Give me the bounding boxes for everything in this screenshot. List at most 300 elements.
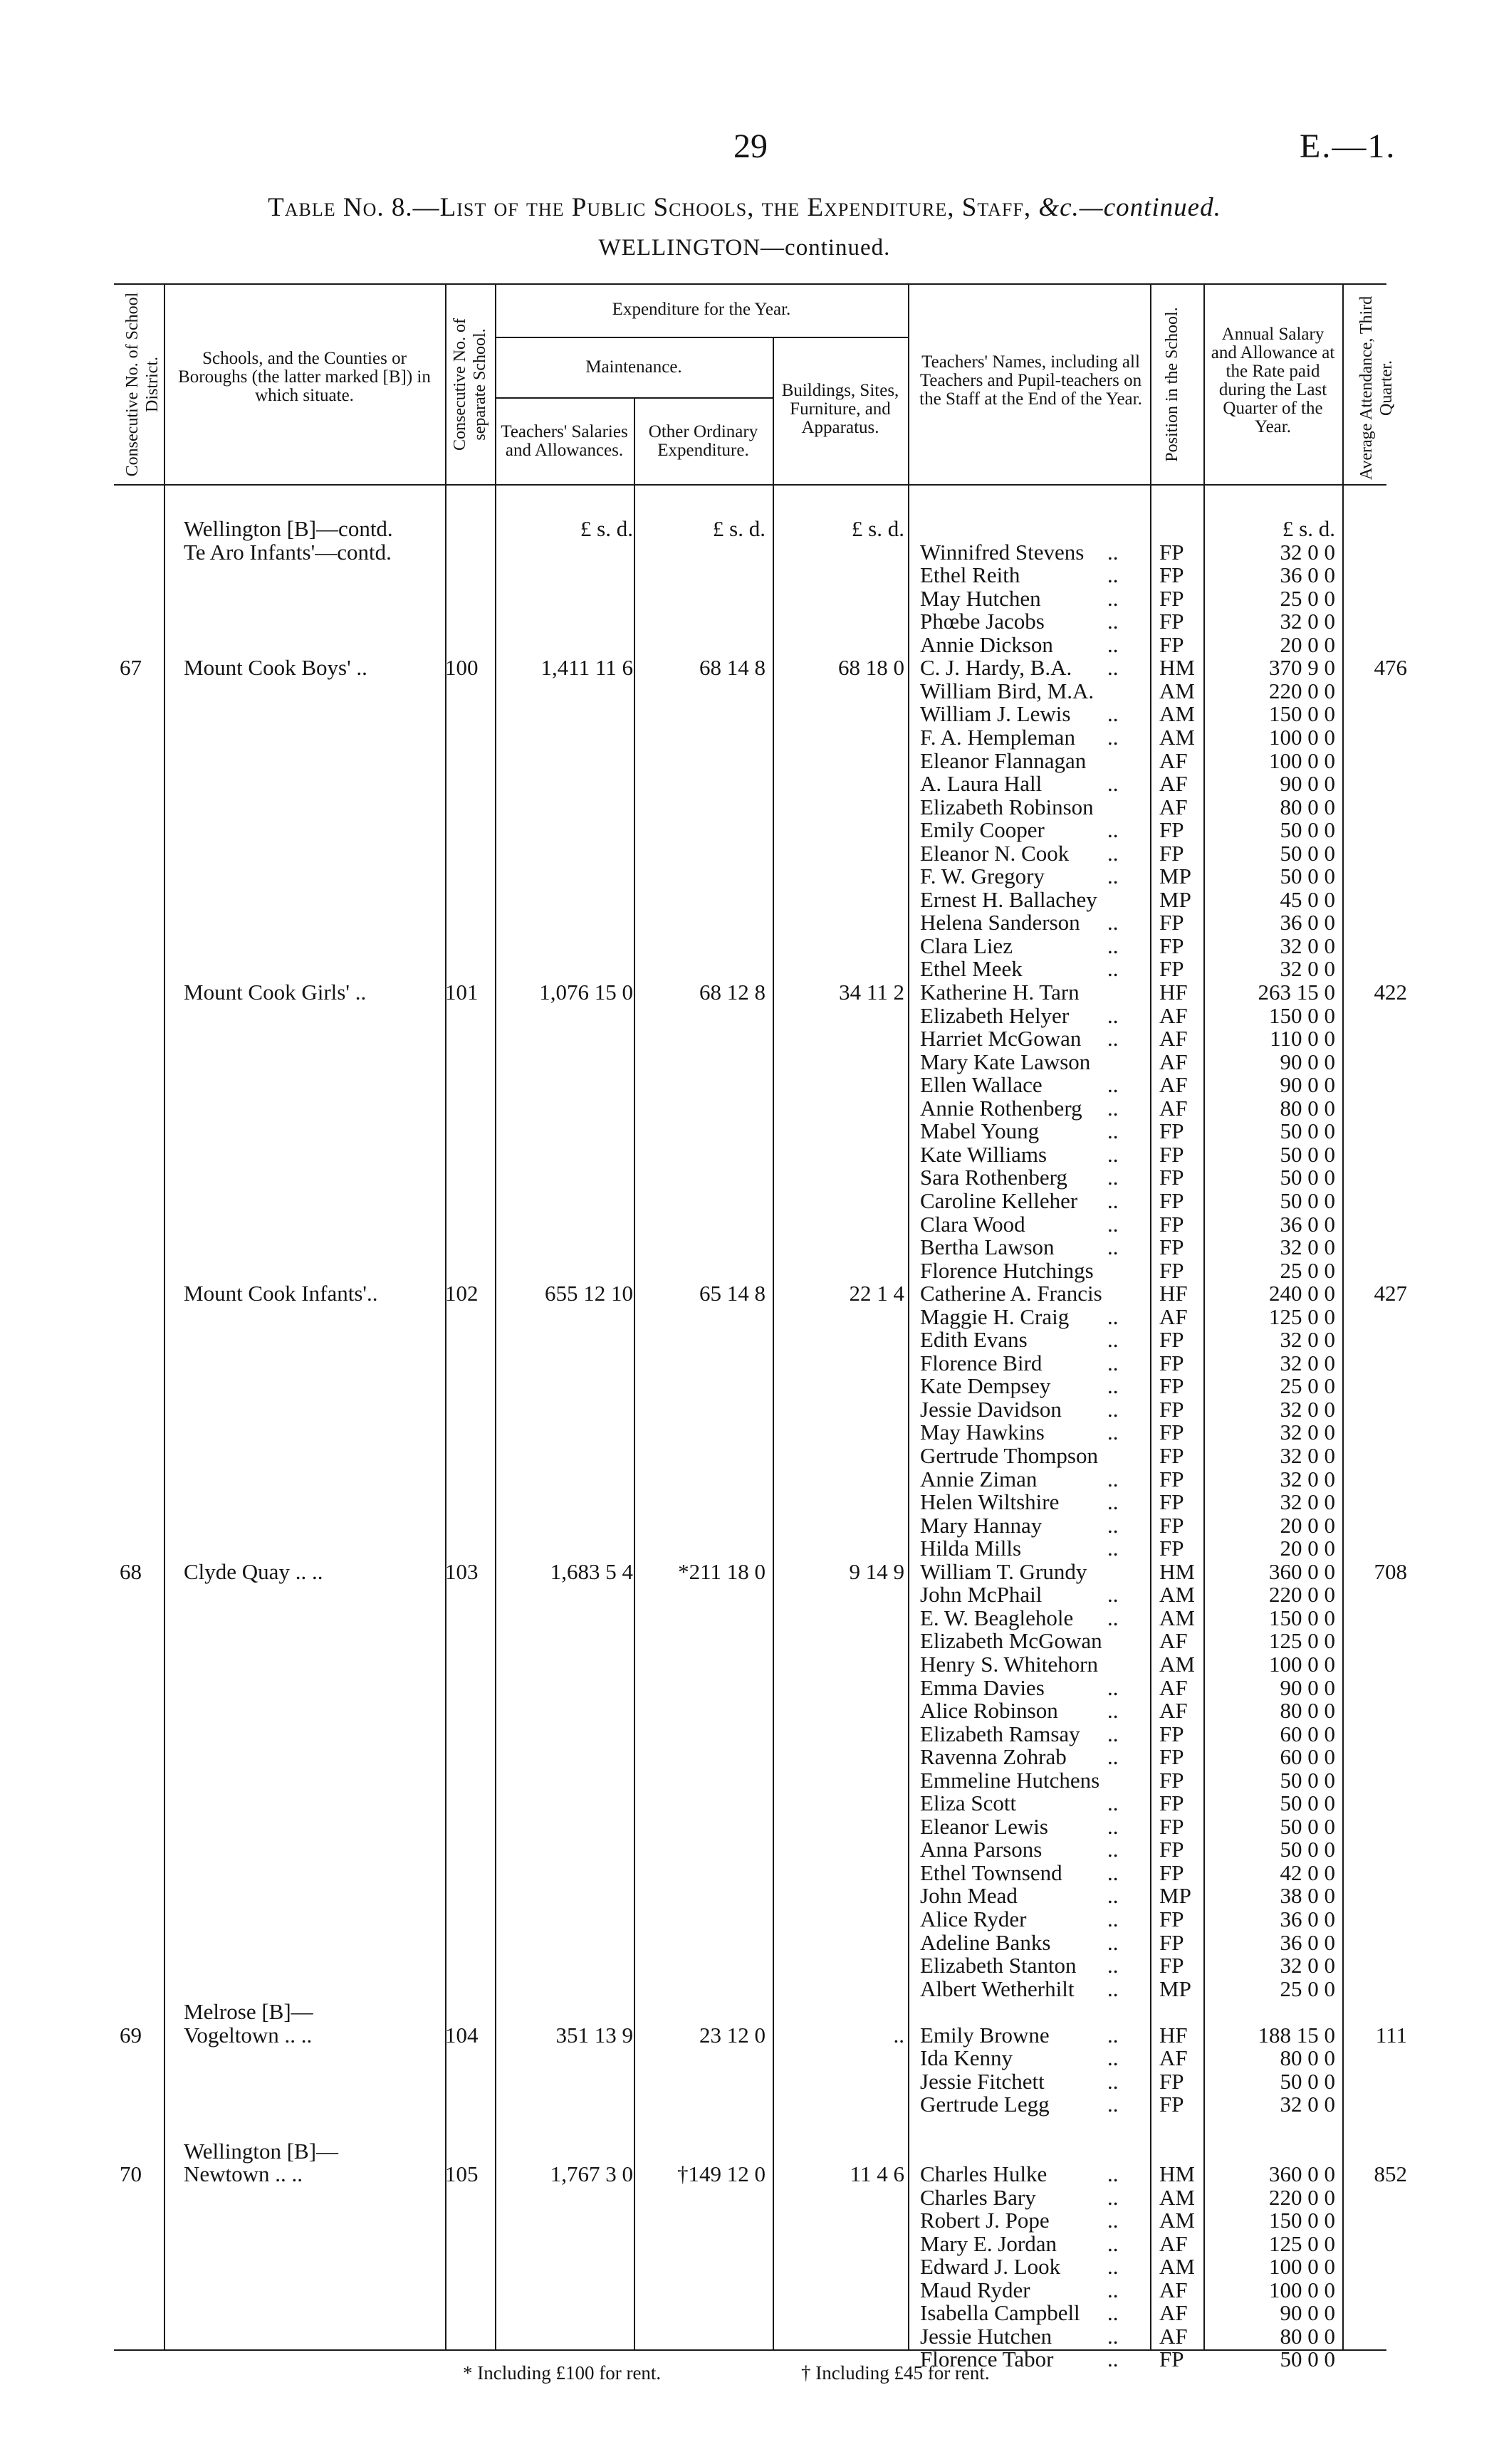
header-buildings: Buildings, Sites, Furniture, and Apparatus. xyxy=(781,381,899,437)
leader-dots: .. xyxy=(1107,1327,1119,1353)
separate-no: 101 xyxy=(445,980,479,1005)
teacher-name: Ida Kenny xyxy=(920,2045,1013,2071)
table-row xyxy=(0,1607,1489,1630)
table-row xyxy=(0,935,1489,958)
annual-salary: 32 0 0 xyxy=(1280,1953,1335,1978)
annual-salary: 50 0 0 xyxy=(1280,840,1335,866)
table-row xyxy=(0,1002,1489,1028)
table-row xyxy=(0,1143,1489,1167)
annual-salary: 80 0 0 xyxy=(1280,2323,1335,2349)
buildings-cell: 22 1 4 xyxy=(849,1281,904,1306)
teacher-name: E. W. Beaglehole xyxy=(920,1605,1074,1630)
position-code: HM xyxy=(1159,2161,1195,2187)
position-code: HF xyxy=(1159,2022,1188,2048)
annual-salary: 240 0 0 xyxy=(1269,1281,1335,1306)
position-code: FP xyxy=(1159,1165,1184,1190)
footnote-dagger: † Including £45 for rent. xyxy=(801,2362,990,2384)
table-row xyxy=(0,819,1489,842)
annual-salary: 263 15 0 xyxy=(1258,980,1335,1005)
position-code: FP xyxy=(1159,1536,1184,1561)
leader-dots: .. xyxy=(1107,1002,1119,1028)
header-schools: Schools, and the Counties or Boroughs (the latter marked [B]) in which situate. xyxy=(178,349,431,405)
table-row xyxy=(0,1978,1489,2001)
leader-dots: .. xyxy=(1107,2323,1119,2349)
table-row xyxy=(0,1674,1489,1700)
table-row xyxy=(0,2163,1489,2186)
leader-dots: .. xyxy=(1107,1095,1119,1121)
table-header-rule xyxy=(114,484,1386,486)
teacher-name: C. J. Hardy, B.A. xyxy=(920,655,1072,681)
annual-salary: 150 0 0 xyxy=(1269,1605,1335,1630)
position-code: AF xyxy=(1159,1095,1188,1121)
teacher-name: Katherine H. Tarn xyxy=(920,980,1080,1005)
page-number: 29 xyxy=(733,127,768,165)
leader-dots: .. xyxy=(1107,1304,1119,1329)
leader-dots: .. xyxy=(1107,2022,1119,2048)
annual-salary: 50 0 0 xyxy=(1280,1141,1335,1167)
annual-salary: 110 0 0 xyxy=(1270,1026,1335,1052)
table-row xyxy=(0,796,1489,819)
position-code: FP xyxy=(1159,1837,1184,1862)
position-code: AM xyxy=(1159,2208,1195,2233)
leader-dots: .. xyxy=(1107,2184,1119,2210)
position-code: FP xyxy=(1159,1512,1184,1538)
teacher-name: F. W. Gregory xyxy=(920,864,1045,889)
leader-dots: .. xyxy=(1107,2277,1119,2302)
leader-dots: .. xyxy=(1107,1698,1119,1724)
annual-salary: 220 0 0 xyxy=(1269,678,1335,703)
annual-salary: 20 0 0 xyxy=(1280,1512,1335,1538)
table-row xyxy=(0,1884,1489,1908)
annual-salary: 50 0 0 xyxy=(1280,1813,1335,1839)
table-row xyxy=(0,2070,1489,2094)
annual-salary: 50 0 0 xyxy=(1280,1118,1335,1144)
table-row xyxy=(0,2209,1489,2233)
position-code: AM xyxy=(1159,2254,1195,2280)
table-row xyxy=(0,1583,1489,1607)
annual-salary: 100 0 0 xyxy=(1269,724,1335,750)
teacher-name: Eleanor Lewis xyxy=(920,1813,1048,1839)
position-code: AM xyxy=(1159,678,1195,703)
other-expenditure-cell: †149 12 0 xyxy=(677,2161,766,2187)
leader-dots: .. xyxy=(1107,1141,1119,1167)
table-row xyxy=(0,703,1489,726)
teacher-name: William J. Lewis xyxy=(920,701,1071,727)
annual-salary: 32 0 0 xyxy=(1280,933,1335,958)
annual-salary: 100 0 0 xyxy=(1269,1651,1335,1677)
separate-no: 105 xyxy=(445,2161,479,2187)
teacher-name: Elizabeth Helyer xyxy=(920,1002,1070,1028)
annual-salary: 50 0 0 xyxy=(1280,1767,1335,1793)
teacher-name: Alice Robinson xyxy=(920,1698,1058,1724)
table-row xyxy=(0,1862,1489,1885)
teacher-name: Helen Wiltshire xyxy=(920,1489,1060,1515)
annual-salary: 45 0 0 xyxy=(1280,886,1335,912)
leader-dots: .. xyxy=(1107,2068,1119,2094)
leader-dots: .. xyxy=(1107,1466,1119,1491)
annual-salary: 80 0 0 xyxy=(1280,794,1335,819)
table-row xyxy=(0,1213,1489,1237)
teacher-name: Elizabeth Robinson xyxy=(920,794,1094,819)
teacher-name: Clara Wood xyxy=(920,1211,1025,1237)
table-row xyxy=(0,1908,1489,1931)
position-code: AF xyxy=(1159,2230,1188,2256)
table-row xyxy=(0,1282,1489,1306)
table-row xyxy=(0,1769,1489,1793)
annual-salary: 36 0 0 xyxy=(1280,562,1335,588)
other-expenditure-cell: 68 12 8 xyxy=(699,980,766,1005)
position-code: FP xyxy=(1159,1466,1184,1491)
teacher-name: Edward J. Look xyxy=(920,2254,1061,2280)
position-code: AF xyxy=(1159,1674,1188,1700)
position-code: FP xyxy=(1159,1929,1184,1955)
table-row xyxy=(0,981,1489,1005)
annual-salary: 32 0 0 xyxy=(1280,609,1335,634)
annual-salary: 370 9 0 xyxy=(1269,655,1335,681)
position-code: FP xyxy=(1159,2347,1184,2372)
annual-salary: 32 0 0 xyxy=(1280,1327,1335,1353)
position-code: AM xyxy=(1159,1582,1195,1608)
table-row xyxy=(0,1468,1489,1491)
teacher-name: Anna Parsons xyxy=(920,1837,1043,1862)
buildings-cell: 34 11 2 xyxy=(839,980,904,1005)
position-code: AF xyxy=(1159,1072,1188,1098)
position-code: FP xyxy=(1159,1420,1184,1445)
annual-salary: 32 0 0 xyxy=(1280,1420,1335,1445)
position-code: FP xyxy=(1159,956,1184,982)
table-row xyxy=(0,1074,1489,1097)
teacher-name: Ellen Wallace xyxy=(920,1072,1043,1098)
table-row xyxy=(0,1723,1489,1746)
teacher-name: Eliza Scott xyxy=(920,1791,1017,1816)
header-separate-no: Consecutive No. of separate School. xyxy=(451,318,489,451)
table-row xyxy=(0,772,1489,796)
leader-dots: .. xyxy=(1107,1744,1119,1770)
school-name: Newtown .. .. xyxy=(184,2161,303,2187)
leader-dots: .. xyxy=(1107,1165,1119,1190)
annual-salary: 20 0 0 xyxy=(1280,631,1335,657)
leader-dots: .. xyxy=(1107,1396,1119,1422)
table-row xyxy=(0,1236,1489,1259)
leader-dots: .. xyxy=(1107,840,1119,866)
annual-salary: 25 0 0 xyxy=(1280,585,1335,611)
school-name: Wellington [B]—contd. xyxy=(184,516,393,541)
leader-dots: .. xyxy=(1107,2045,1119,2071)
position-code: FP xyxy=(1159,631,1184,657)
position-code: FP xyxy=(1159,1396,1184,1422)
annual-salary: 36 0 0 xyxy=(1280,1211,1335,1237)
annual-salary: 90 0 0 xyxy=(1280,771,1335,797)
leader-dots: .. xyxy=(1107,1907,1119,1931)
units-buildings: £ s. d. xyxy=(851,516,904,541)
position-code: FP xyxy=(1159,910,1184,935)
position-code: AF xyxy=(1159,2323,1188,2349)
position-code: FP xyxy=(1159,2068,1184,2094)
leader-dots: .. xyxy=(1107,933,1119,958)
annual-salary: 20 0 0 xyxy=(1280,1536,1335,1561)
leader-dots: .. xyxy=(1107,585,1119,611)
annual-salary: 220 0 0 xyxy=(1269,2184,1335,2210)
table-title-main: List of the Public Schools, the Expenditure, Staff, xyxy=(439,193,1039,222)
table-row xyxy=(0,1514,1489,1538)
separate-no: 102 xyxy=(445,1281,479,1306)
teacher-name: Jessie Davidson xyxy=(920,1396,1062,1422)
leader-dots: .. xyxy=(1107,1188,1119,1213)
annual-salary: 25 0 0 xyxy=(1280,1257,1335,1283)
table-row xyxy=(0,1097,1489,1121)
region-title: WELLINGTON—continued. xyxy=(598,235,891,261)
position-code: AM xyxy=(1159,2184,1195,2210)
teacher-name: Albert Wetherhilt xyxy=(920,1976,1075,2001)
annual-salary: 36 0 0 xyxy=(1280,1907,1335,1931)
position-code: FP xyxy=(1159,562,1184,588)
table-row xyxy=(0,518,1489,541)
average-attendance: 708 xyxy=(1374,1558,1407,1584)
annual-salary: 32 0 0 xyxy=(1280,1396,1335,1422)
teacher-name: F. A. Hempleman xyxy=(920,724,1075,750)
table-row xyxy=(0,2186,1489,2210)
annual-salary: 50 0 0 xyxy=(1280,864,1335,889)
annual-salary: 32 0 0 xyxy=(1280,1489,1335,1515)
annual-salary: 125 0 0 xyxy=(1269,2230,1335,2256)
table-row xyxy=(0,1838,1489,1862)
leader-dots: .. xyxy=(1107,1118,1119,1144)
header-district-no: Consecutive No. of School District. xyxy=(123,292,162,477)
position-code: FP xyxy=(1159,609,1184,634)
leader-dots: .. xyxy=(1107,2300,1119,2326)
teacher-name: Robert J. Pope xyxy=(920,2208,1050,2233)
position-code: FP xyxy=(1159,1791,1184,1816)
teacher-name: Eleanor Flannagan xyxy=(920,748,1087,773)
teacher-name: Ethel Meek xyxy=(920,956,1023,982)
teacher-name: Caroline Kelleher xyxy=(920,1188,1078,1213)
teacher-name: Helena Sanderson xyxy=(920,910,1080,935)
position-code: FP xyxy=(1159,1234,1184,1260)
position-code: AF xyxy=(1159,771,1188,797)
annual-salary: 60 0 0 xyxy=(1280,1744,1335,1770)
table-row xyxy=(0,2230,1489,2256)
annual-salary: 32 0 0 xyxy=(1280,539,1335,565)
annual-salary: 125 0 0 xyxy=(1269,1628,1335,1654)
position-code: FP xyxy=(1159,1907,1184,1931)
school-name: Vogeltown .. .. xyxy=(184,2022,313,2048)
teacher-name: Ernest H. Ballachey xyxy=(920,886,1097,912)
leader-dots: .. xyxy=(1107,724,1119,750)
header-other: Other Ordinary Expenditure. xyxy=(648,422,758,460)
position-code: FP xyxy=(1159,1443,1184,1468)
position-code: HF xyxy=(1159,980,1188,1005)
other-expenditure-cell: 23 12 0 xyxy=(699,2022,766,2048)
table-row xyxy=(0,1491,1489,1514)
table-row xyxy=(0,1120,1489,1143)
salaries-cell: 1,683 5 4 xyxy=(550,1558,633,1584)
separate-no: 104 xyxy=(445,2022,479,2048)
leader-dots: .. xyxy=(1107,631,1119,657)
position-code: AF xyxy=(1159,1049,1188,1074)
position-code: MP xyxy=(1159,886,1191,912)
annual-salary: 150 0 0 xyxy=(1269,701,1335,727)
teacher-name: Ethel Reith xyxy=(920,562,1020,588)
table-row xyxy=(0,2325,1489,2349)
salaries-cell: 1,767 3 0 xyxy=(550,2161,633,2187)
position-code: FP xyxy=(1159,539,1184,565)
table-top-rule xyxy=(114,283,1386,285)
teacher-name: Charles Bary xyxy=(920,2184,1036,2210)
teacher-name: A. Laura Hall xyxy=(920,771,1043,797)
average-attendance: 852 xyxy=(1374,2161,1407,2187)
position-code: AF xyxy=(1159,1698,1188,1724)
table-row xyxy=(0,1027,1489,1051)
table-row xyxy=(0,1630,1489,1653)
header-teachers: Teachers' Names, including all Teachers and Pupil-teachers on the Staff at the End of the Year. xyxy=(919,352,1142,409)
position-code: HF xyxy=(1159,1281,1188,1306)
annual-salary: 100 0 0 xyxy=(1269,2254,1335,2280)
table-row xyxy=(0,1051,1489,1074)
buildings-cell: 11 4 6 xyxy=(850,2161,904,2187)
buildings-cell: 68 18 0 xyxy=(838,655,904,681)
leader-dots: .. xyxy=(1107,2092,1119,2117)
position-code: AF xyxy=(1159,1002,1188,1028)
position-code: AF xyxy=(1159,2300,1188,2326)
table-row xyxy=(0,958,1489,981)
salaries-cell: 351 13 9 xyxy=(555,2022,633,2048)
separate-no: 100 xyxy=(445,655,479,681)
annual-salary: 150 0 0 xyxy=(1269,1002,1335,1028)
teacher-name: Kate Williams xyxy=(920,1141,1047,1167)
teacher-name: Annie Ziman xyxy=(920,1466,1038,1491)
annual-salary: 100 0 0 xyxy=(1269,748,1335,773)
average-attendance: 476 xyxy=(1374,655,1407,681)
table-row xyxy=(0,2024,1489,2048)
salaries-cell: 1,411 11 6 xyxy=(540,655,633,681)
teacher-name: William Bird, M.A. xyxy=(920,678,1094,703)
teacher-name: Ravenna Zohrab xyxy=(920,1744,1067,1770)
leader-dots: .. xyxy=(1107,1420,1119,1445)
position-code: HM xyxy=(1159,1558,1195,1584)
leader-dots: .. xyxy=(1107,1489,1119,1515)
leader-dots: .. xyxy=(1107,2161,1119,2187)
position-code: FP xyxy=(1159,1118,1184,1144)
position-code: AF xyxy=(1159,1026,1188,1052)
annual-salary: 50 0 0 xyxy=(1280,1837,1335,1862)
header-position: Position in the School. xyxy=(1163,307,1181,462)
table-row xyxy=(0,1421,1489,1445)
leader-dots: .. xyxy=(1107,1582,1119,1608)
district-no: 70 xyxy=(120,2161,142,2187)
teacher-name: Maggie H. Craig xyxy=(920,1304,1070,1329)
teacher-name: Alice Ryder xyxy=(920,1907,1027,1931)
table-row xyxy=(0,1306,1489,1329)
leader-dots: .. xyxy=(1107,701,1119,727)
teacher-name: John McPhail xyxy=(920,1582,1043,1608)
leader-dots: .. xyxy=(1107,1860,1119,1885)
table-row xyxy=(0,2001,1489,2024)
teacher-name: May Hutchen xyxy=(920,585,1041,611)
position-code: FP xyxy=(1159,1188,1184,1213)
annual-salary: 220 0 0 xyxy=(1269,1582,1335,1608)
table-row xyxy=(0,2047,1489,2070)
position-code: FP xyxy=(1159,1813,1184,1839)
position-code: AF xyxy=(1159,2045,1188,2071)
table-row xyxy=(0,2140,1489,2164)
teacher-name: Emma Davies xyxy=(920,1674,1045,1700)
leader-dots: .. xyxy=(1107,1813,1119,1839)
teacher-name: Annie Dickson xyxy=(920,631,1053,657)
position-code: FP xyxy=(1159,1744,1184,1770)
district-no: 68 xyxy=(120,1558,142,1584)
leader-dots: .. xyxy=(1107,1211,1119,1237)
teacher-name: May Hawkins xyxy=(920,1420,1045,1445)
position-code: FP xyxy=(1159,1373,1184,1399)
teacher-name: Emily Browne xyxy=(920,2022,1050,2048)
teacher-name: Henry S. Whitehorn xyxy=(920,1651,1098,1677)
position-code: FP xyxy=(1159,1141,1184,1167)
teacher-name: William T. Grundy xyxy=(920,1558,1087,1584)
leader-dots: .. xyxy=(1107,2230,1119,2256)
teacher-name: Catherine A. Francis xyxy=(920,1281,1102,1306)
table-row xyxy=(0,842,1489,866)
leader-dots: .. xyxy=(1107,1536,1119,1561)
school-name: Mount Cook Girls' .. xyxy=(184,980,367,1005)
annual-salary: 50 0 0 xyxy=(1280,2347,1335,2372)
position-code: FP xyxy=(1159,2092,1184,2117)
table-row xyxy=(0,865,1489,888)
other-expenditure-cell: 68 14 8 xyxy=(699,655,766,681)
table-row xyxy=(0,2302,1489,2325)
position-code: AM xyxy=(1159,1651,1195,1677)
table-row xyxy=(0,2279,1489,2302)
teacher-name: Elizabeth Ramsay xyxy=(920,1721,1080,1746)
position-code: HM xyxy=(1159,655,1195,681)
annual-salary: 50 0 0 xyxy=(1280,1165,1335,1190)
table-row xyxy=(0,610,1489,634)
position-code: FP xyxy=(1159,1350,1184,1375)
school-name: Mount Cook Infants'.. xyxy=(184,1281,378,1306)
teacher-name: Emily Cooper xyxy=(920,817,1045,843)
position-code: MP xyxy=(1159,1976,1191,2001)
units-salaries: £ s. d. xyxy=(580,516,633,541)
table-title xyxy=(0,192,1489,223)
teacher-name: Kate Dempsey xyxy=(920,1373,1051,1399)
leader-dots: .. xyxy=(1107,609,1119,634)
table-row xyxy=(0,1190,1489,1213)
annual-salary: 360 0 0 xyxy=(1269,2161,1335,2187)
header-maintenance: Maintenance. xyxy=(585,357,682,377)
leader-dots: .. xyxy=(1107,864,1119,889)
teacher-name: Emmeline Hutchens xyxy=(920,1767,1100,1793)
table-row xyxy=(0,656,1489,680)
leader-dots: .. xyxy=(1107,2254,1119,2280)
leader-dots: .. xyxy=(1107,1373,1119,1399)
table-row xyxy=(0,1398,1489,1422)
other-expenditure-cell: *211 18 0 xyxy=(678,1558,766,1584)
table-row xyxy=(0,2348,1489,2371)
average-attendance: 427 xyxy=(1374,1281,1407,1306)
school-name: Mount Cook Boys' .. xyxy=(184,655,367,681)
annual-salary: 90 0 0 xyxy=(1280,1674,1335,1700)
teacher-name: Isabella Campbell xyxy=(920,2300,1080,2326)
teacher-name: Jessie Hutchen xyxy=(920,2323,1052,2349)
table-row xyxy=(0,1746,1489,1769)
leader-dots: .. xyxy=(1107,655,1119,681)
teacher-name: Gertrude Thompson xyxy=(920,1443,1098,1468)
table-row xyxy=(0,888,1489,912)
teacher-name: Mary Hannay xyxy=(920,1512,1043,1538)
table-row xyxy=(0,750,1489,773)
leader-dots: .. xyxy=(1107,956,1119,982)
table-row xyxy=(0,587,1489,611)
leader-dots: .. xyxy=(1107,562,1119,588)
